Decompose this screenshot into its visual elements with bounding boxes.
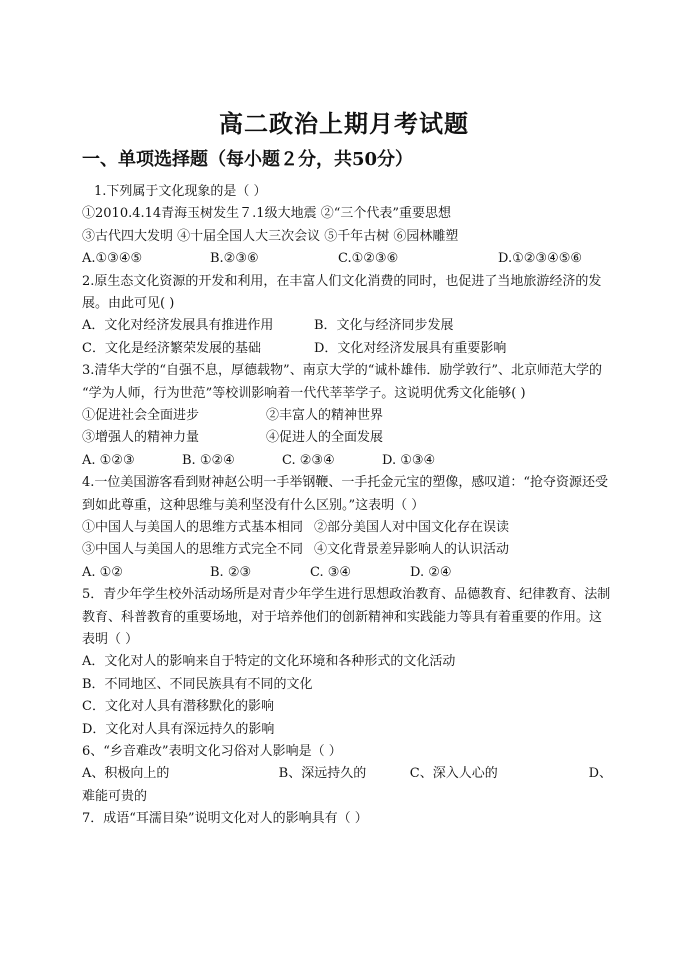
question-1-options — [82, 248, 612, 270]
question-1-items-line-1: ①2010.4.14青海玉树发生７.1级大地震 ②“三个代表”重要思想 — [82, 206, 451, 222]
question-2-option-c: C．文化是经济繁荣发展的基础 — [82, 340, 261, 356]
question-4-option-c: C. ③④ — [310, 564, 352, 580]
question-4-options — [82, 562, 612, 584]
question-3-statement-3: ③增强人的精神力量 — [82, 430, 200, 446]
question-4-option-d: D. ②④ — [410, 564, 452, 580]
question-4-stem: 4.一位美国游客看到财神赵公明一手举钢鞭、一手托金元宝的塑像，感叹道：“抢夺资源还受到如此尊重，这种思维与美利坚没有什么区别。”这表明（ ） — [82, 475, 609, 513]
question-3-options — [82, 450, 612, 472]
question-3-statement-2: ②丰富人的精神世界 — [266, 407, 384, 423]
question-5-option-a: A．文化对人的影响来自于特定的文化环境和各种形式的文化活动 — [82, 654, 456, 670]
question-4-statement-1: ①中国人与美国人的思维方式基本相同 — [82, 519, 304, 535]
question-4-statement-2: ②部分美国人对中国文化存在误读 — [314, 519, 510, 535]
question-3-statement-1: ①促进社会全面进步 — [82, 407, 200, 423]
question-5-option-c: C．文化对人具有潜移默化的影响 — [82, 699, 274, 715]
question-6-stem: 6、“乡音难改”表明文化习俗对人影响是（ ） — [82, 743, 342, 759]
question-3-option-a: A. ①②③ — [82, 452, 135, 468]
question-2-stem: 2.原生态文化资源的开发和利用，在丰富人们文化消费的同时，也促进了当地旅游经济的发展。由此可见( ) — [82, 273, 602, 311]
question-3-stem: 3.清华大学的“自强不息，厚德载物”、南京大学的“诚朴雄伟．励学敦行”、北京师范大学的 “学为人师，行为世范”等校训影响着一代代莘莘学子。这说明优秀文化能够( ) — [82, 363, 602, 401]
question-1-option-c: C.①②③⑥ — [338, 251, 399, 267]
question-5-option-d: D．文化对人具有深远持久的影响 — [82, 721, 275, 737]
question-5-stem: 5．青少年学生校外活动场所是对青少年学生进行思想政治教育、品德教育、纪律教育、法制教育、科普教育的重要场地，对于培养他们的创新精神和实践能力等具有着重要的作用。这表明（ ） — [82, 587, 611, 647]
question-6-option-d-continued: 难能可贵的 — [82, 788, 148, 804]
question-3-statements-row-2 — [82, 427, 612, 449]
question-4-statements-row-2 — [82, 539, 612, 561]
question-1-option-d: D.①②③④⑤⑥ — [498, 251, 583, 267]
question-1-items-line-2: ③古代四大发明 ④十届全国人大三次会议 ⑤千年古树 ⑥园林雕塑 — [82, 228, 459, 244]
question-4-statement-4: ④文化背景差异影响人的认识活动 — [314, 542, 510, 558]
question-1-stem: 1.下列属于文化现象的是（ ） — [94, 184, 267, 199]
question-6-option-c: C、深入人心的 — [409, 766, 498, 782]
question-4-statement-3: ③中国人与美国人的思维方式完全不同 — [82, 542, 304, 558]
question-6-option-d: D、 — [588, 766, 612, 782]
question-3-statement-4: ④促进人的全面发展 — [266, 430, 384, 446]
question-4-option-b: B. ②③ — [210, 564, 252, 580]
question-2-option-a: A．文化对经济发展具有推进作用 — [82, 318, 274, 334]
question-1-option-a: A.①③④⑤ — [82, 251, 143, 267]
question-7-stem: 7．成语“耳濡目染”说明文化对人的影响具有（ ） — [82, 811, 368, 827]
question-6-option-a: A、积极向上的 — [82, 766, 170, 782]
question-2-options-row-1 — [82, 315, 612, 337]
question-1-option-b: B.②③⑥ — [210, 251, 259, 267]
question-6-option-b: B、深远持久的 — [278, 766, 367, 782]
question-3-statements-row-1 — [82, 405, 612, 427]
question-2-option-d: D．文化对经济发展具有重要影响 — [314, 340, 507, 356]
question-4-option-a: A. ①② — [82, 564, 123, 580]
question-4-statements-row-1 — [82, 517, 612, 539]
question-3-option-c: C. ②③④ — [282, 452, 335, 468]
question-6-options — [82, 763, 612, 785]
section-heading: 一、单项选择题（每小题２分，共50分） — [82, 149, 414, 170]
exam-title: 高二政治上期月考试题 — [219, 109, 469, 138]
question-3-option-b: B. ①②④ — [182, 452, 235, 468]
question-list — [82, 181, 612, 830]
question-3-option-d: D. ①③④ — [382, 452, 436, 468]
question-2-options-row-2 — [82, 338, 612, 360]
question-2-option-b: B．文化与经济同步发展 — [314, 318, 454, 334]
question-5-option-b: B．不同地区、不同民族具有不同的文化 — [82, 676, 313, 692]
